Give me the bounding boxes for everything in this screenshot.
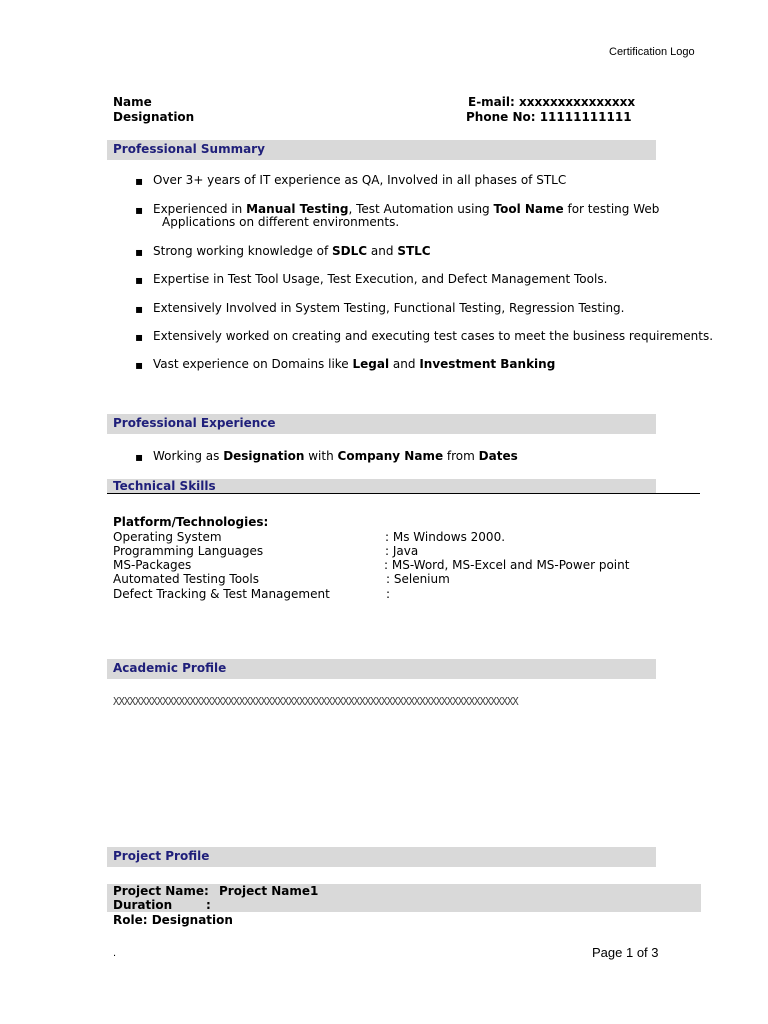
bullet-icon: ▪ [135, 330, 144, 344]
certification-logo-text: Certification Logo [609, 46, 695, 58]
email-field: E-mail: xxxxxxxxxxxxxxx [468, 95, 636, 109]
section-title: Technical Skills [113, 479, 216, 493]
summary-item: Over 3+ years of IT experience as QA, Involved in all phases of STLC [153, 173, 567, 187]
project-duration-value: : [206, 898, 211, 912]
skill-label: Defect Tracking & Test Management [113, 587, 330, 601]
section-title: Professional Summary [113, 142, 265, 156]
phone-field: Phone No: 11111111111 [466, 110, 632, 124]
skill-label: Programming Languages [113, 544, 264, 558]
bullet-icon: ▪ [135, 273, 144, 287]
skill-value: : Ms Windows 2000. [385, 530, 506, 544]
section-header-project-profile [107, 847, 656, 867]
summary-item: Extensively worked on creating and executing test cases to meet the business requirements. [153, 329, 714, 343]
experience-item: Working as Designation with Company Name from Dates [153, 449, 518, 463]
summary-item: Expertise in Test Tool Usage, Test Execution, and Defect Management Tools. [153, 272, 608, 286]
section-title: Project Profile [113, 849, 210, 863]
section-header-professional-summary [107, 140, 656, 160]
bullet-icon: ▪ [135, 174, 144, 188]
section-divider [107, 493, 700, 494]
candidate-designation: Designation [113, 110, 195, 124]
summary-item: Experienced in Manual Testing, Test Automation using Tool Name for testing Web [153, 202, 660, 216]
skills-subheading: Platform/Technologies: [113, 515, 269, 529]
bullet-icon: ▪ [135, 450, 144, 464]
skill-label: Operating System [113, 530, 222, 544]
bullet-icon: ▪ [135, 302, 144, 316]
skill-value: : Selenium [386, 572, 450, 586]
page-number: Page 1 of 3 [592, 945, 659, 960]
summary-item: Vast experience on Domains like Legal and Investment Banking [153, 357, 556, 371]
bullet-icon: ▪ [135, 358, 144, 372]
project-duration-label: Duration [113, 898, 173, 912]
section-title: Professional Experience [113, 416, 276, 430]
skill-value: : MS-Word, MS-Excel and MS-Power point [384, 558, 630, 572]
project-name-value: Project Name1 [219, 884, 319, 898]
footer-dot: . [113, 947, 117, 959]
section-title: Academic Profile [113, 661, 227, 675]
summary-item-continuation: Applications on different environments. [162, 215, 400, 229]
project-role: Role: Designation [113, 913, 233, 927]
academic-placeholder-text: XXXXXXXXXXXXXXXXXXXXXXXXXXXXXXXXXXXXXXXXXXXXXXXXXXXXXXXXXXXXXXXXXXXXXXXXXX [113, 696, 518, 708]
skill-label: MS-Packages [113, 558, 192, 572]
skill-label: Automated Testing Tools [113, 572, 259, 586]
bullet-icon: ▪ [135, 245, 144, 259]
skill-value: : [386, 587, 391, 601]
summary-item: Strong working knowledge of SDLC and STLC [153, 244, 431, 258]
project-name-label: Project Name: [113, 884, 209, 898]
skill-value: : Java [385, 544, 419, 558]
section-header-professional-experience [107, 414, 656, 434]
section-header-academic-profile [107, 659, 656, 679]
bullet-icon: ▪ [135, 203, 144, 217]
section-header-technical-skills [107, 479, 656, 493]
candidate-name: Name [113, 95, 152, 109]
summary-item: Extensively Involved in System Testing, Functional Testing, Regression Testing. [153, 301, 625, 315]
